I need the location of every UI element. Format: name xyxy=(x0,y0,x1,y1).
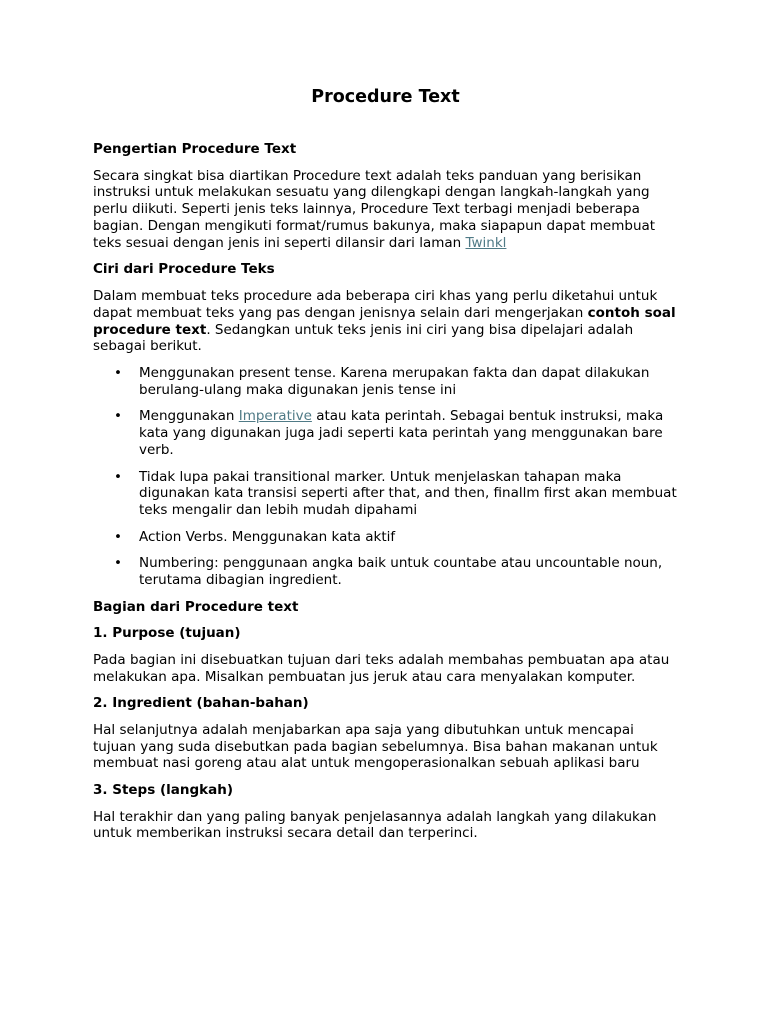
section-heading-bagian: Bagian dari Procedure text xyxy=(93,598,299,615)
imperative-link[interactable]: Imperative xyxy=(238,408,312,425)
list-item-text: Action Verbs. Menggunakan kata aktif xyxy=(139,528,396,545)
paragraph-purpose: Pada bagian ini disebuatkan tujuan dari teks adalah membahas pembuatan apa atau melakukan apa. Misalkan pembuatan jus jeruk atau cara menyalakan komputer. xyxy=(93,651,670,685)
subheading-purpose: 1. Purpose (tujuan) xyxy=(93,625,241,642)
paragraph-pengertian xyxy=(93,168,678,252)
subheading-ingredient: 2. Ingredient (bahan-bahan) xyxy=(93,695,309,712)
list-item-text: Tidak lupa pakai transitional marker. Untuk menjelaskan tahapan maka digunakan kata transisi seperti after that, and then, finallm first akan membuat teks mengalir dan lebih mudah dipahami xyxy=(139,468,677,519)
bullet-icon: • xyxy=(114,364,122,381)
list-item-text: Menggunakan xyxy=(139,408,239,425)
list-item xyxy=(93,408,678,458)
list-item xyxy=(93,365,678,399)
paragraph-steps: Hal terakhir dan yang paling banyak penjelasannya adalah langkah yang dilakukan untuk memberikan instruksi secara detail dan terperinci. xyxy=(93,808,657,842)
bullet-icon: • xyxy=(114,528,122,545)
paragraph-ingredient: Hal selanjutnya adalah menjabarkan apa saja yang dibutuhkan untuk mencapai tujuan yang suda disebutkan pada bagian sebelumnya. Bisa bahan makanan untuk membuat nasi goreng atau alat untuk mengoperasionalkan sebuah aplikasi baru xyxy=(93,721,658,772)
list-item xyxy=(93,555,678,589)
bold-phrase: contoh soal procedure text xyxy=(93,304,676,338)
list-item xyxy=(93,469,678,519)
bullet-icon: • xyxy=(114,555,122,572)
twinkl-link[interactable]: Twinkl xyxy=(465,234,507,251)
document-body xyxy=(93,86,678,852)
ciri-list xyxy=(93,365,678,589)
subheading-steps: 3. Steps (langkah) xyxy=(93,782,234,799)
paragraph-ciri-intro xyxy=(93,288,678,355)
document-title: Procedure Text xyxy=(311,87,460,107)
list-item-text: atau kata perintah. Sebagai bentuk instruksi, maka kata yang digunakan juga jadi seperti kata perintah yang menggunakan bare verb. xyxy=(139,408,664,458)
bullet-icon: • xyxy=(114,468,122,485)
list-item-text: Menggunakan present tense. Karena merupakan fakta dan dapat dilakukan berulang-ulang maka digunakan jenis tense ini xyxy=(139,364,650,398)
list-item xyxy=(93,529,678,546)
list-item-text: Numbering: penggunaan angka baik untuk countabe atau uncountable noun, terutama dibagian ingredient. xyxy=(139,555,663,589)
paragraph-text: Secara singkat bisa diartikan Procedure text adalah teks panduan yang berisikan instruksi untuk melakukan sesuatu yang dilengkapi dengan langkah-langkah yang perlu diikuti. Seperti jenis teks lainnya, Procedure Text terbagi menjadi beberapa bagian. Dengan mengikuti format/rumus bakunya, maka siapapun dapat membuat teks sesuai dengan jenis ini seperti dilansir dari laman xyxy=(93,167,656,251)
paragraph-text: Dalam membuat teks procedure ada beberapa ciri khas yang perlu diketahui untuk dapat membuat teks yang pas dengan jenisnya selain dari mengerjakan xyxy=(93,287,658,321)
section-heading-pengertian: Pengertian Procedure Text xyxy=(93,141,297,157)
bullet-icon: • xyxy=(114,408,122,425)
paragraph-text: . Sedangkan untuk teks jenis ini ciri yang bisa dipelajari adalah sebagai berikut. xyxy=(93,321,634,355)
section-heading-ciri: Ciri dari Procedure Teks xyxy=(93,261,275,278)
